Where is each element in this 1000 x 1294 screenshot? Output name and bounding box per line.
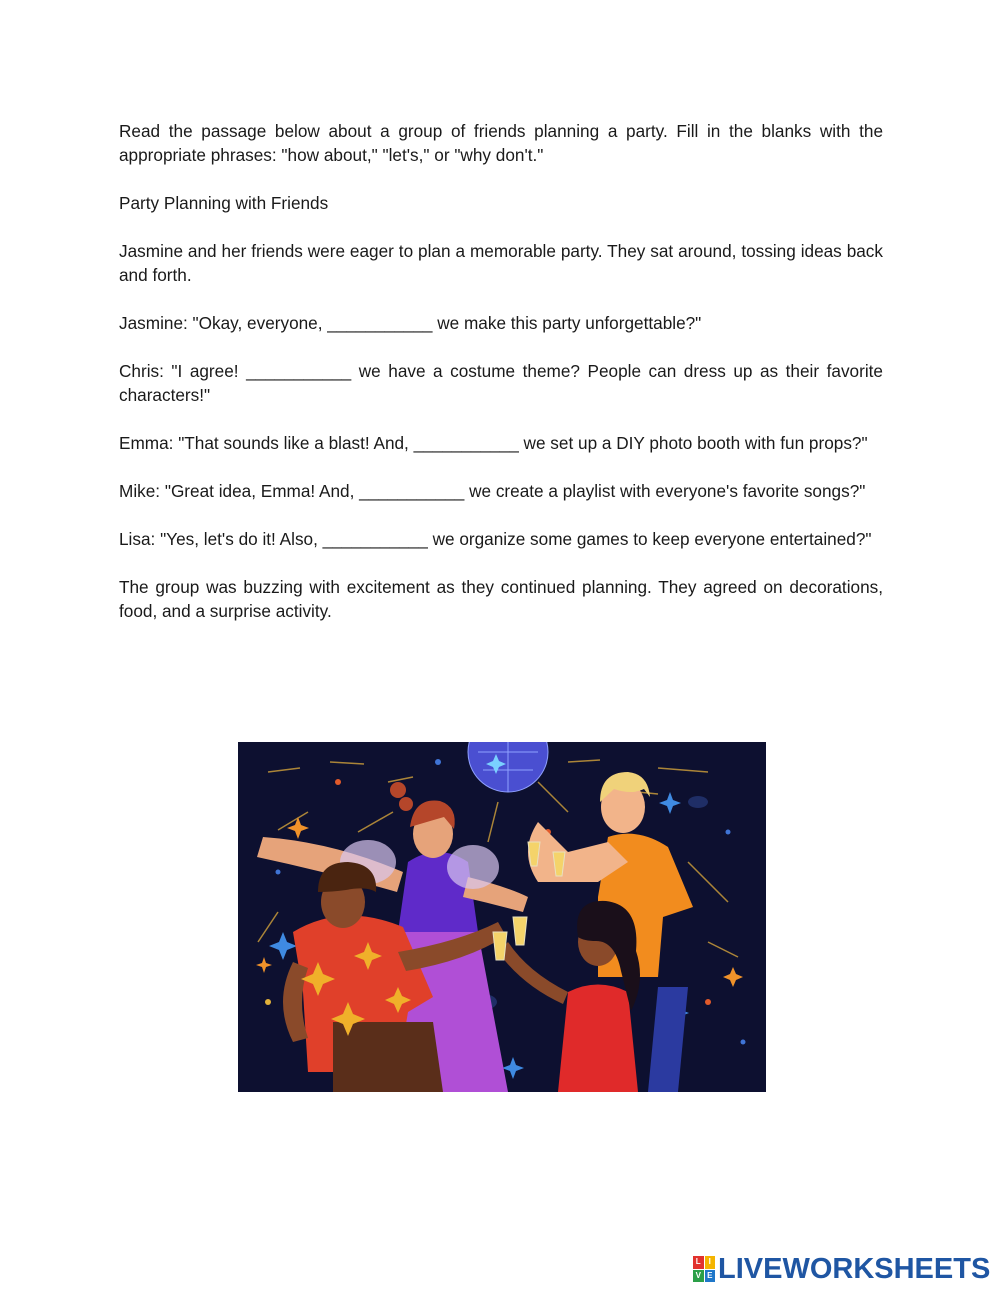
dialogue-text-before: Emma: "That sounds like a blast! And, bbox=[119, 433, 414, 453]
party-friends-illustration bbox=[238, 742, 766, 1092]
liveworksheets-logo bbox=[693, 1254, 990, 1284]
dialogue-line-mike bbox=[119, 479, 883, 503]
dialogue-text-after: we have a costume theme? People can dress up as their favorite characters!" bbox=[119, 361, 883, 405]
dialogue-text-before: Chris: "I agree! bbox=[119, 361, 247, 381]
passage-title: Party Planning with Friends bbox=[119, 193, 329, 213]
dialogue-line-chris bbox=[119, 359, 883, 407]
logo-mark-letter: I bbox=[705, 1256, 716, 1269]
dialogue-text-after: we make this party unforgettable?" bbox=[432, 313, 702, 333]
dialogue-line-jasmine bbox=[119, 311, 883, 335]
dialogue-line-emma bbox=[119, 431, 883, 455]
passage-conclusion: The group was buzzing with excitement as they continued planning. They agreed on decorations, food, and a surprise activity. bbox=[119, 577, 883, 621]
dialogue-text-after: we create a playlist with everyone's favorite songs?" bbox=[464, 481, 866, 501]
dialogue-line-lisa bbox=[119, 527, 883, 551]
dialogue-text-before: Jasmine: "Okay, everyone, bbox=[119, 313, 328, 333]
dialogue-text-after: we set up a DIY photo booth with fun props?" bbox=[518, 433, 868, 453]
answer-blank-4[interactable]: ___________ bbox=[359, 481, 465, 501]
logo-mark-letter: E bbox=[705, 1270, 716, 1283]
party-illustration bbox=[238, 742, 766, 1092]
instructions-text: Read the passage below about a group of friends planning a party. Fill in the blanks with the appropriate phrases: "how about," "let's," or "why don't." bbox=[119, 121, 883, 165]
logo-mark-letter: V bbox=[693, 1270, 704, 1283]
dialogue-text-after: we organize some games to keep everyone entertained?" bbox=[427, 529, 872, 549]
answer-blank-3[interactable]: ___________ bbox=[413, 433, 519, 453]
answer-blank-2[interactable]: ___________ bbox=[246, 361, 352, 381]
worksheet-body bbox=[119, 119, 883, 647]
logo-mark-icon bbox=[693, 1256, 715, 1282]
answer-blank-1[interactable]: ___________ bbox=[327, 313, 433, 333]
logo-wordmark: LIVEWORKSHEETS bbox=[718, 1252, 991, 1285]
logo-mark-letter: L bbox=[693, 1256, 704, 1269]
dialogue-text-before: Mike: "Great idea, Emma! And, bbox=[119, 481, 360, 501]
passage-intro: Jasmine and her friends were eager to plan a memorable party. They sat around, tossing ideas back and forth. bbox=[119, 241, 883, 285]
dialogue-text-before: Lisa: "Yes, let's do it! Also, bbox=[119, 529, 323, 549]
answer-blank-5[interactable]: ___________ bbox=[322, 529, 428, 549]
